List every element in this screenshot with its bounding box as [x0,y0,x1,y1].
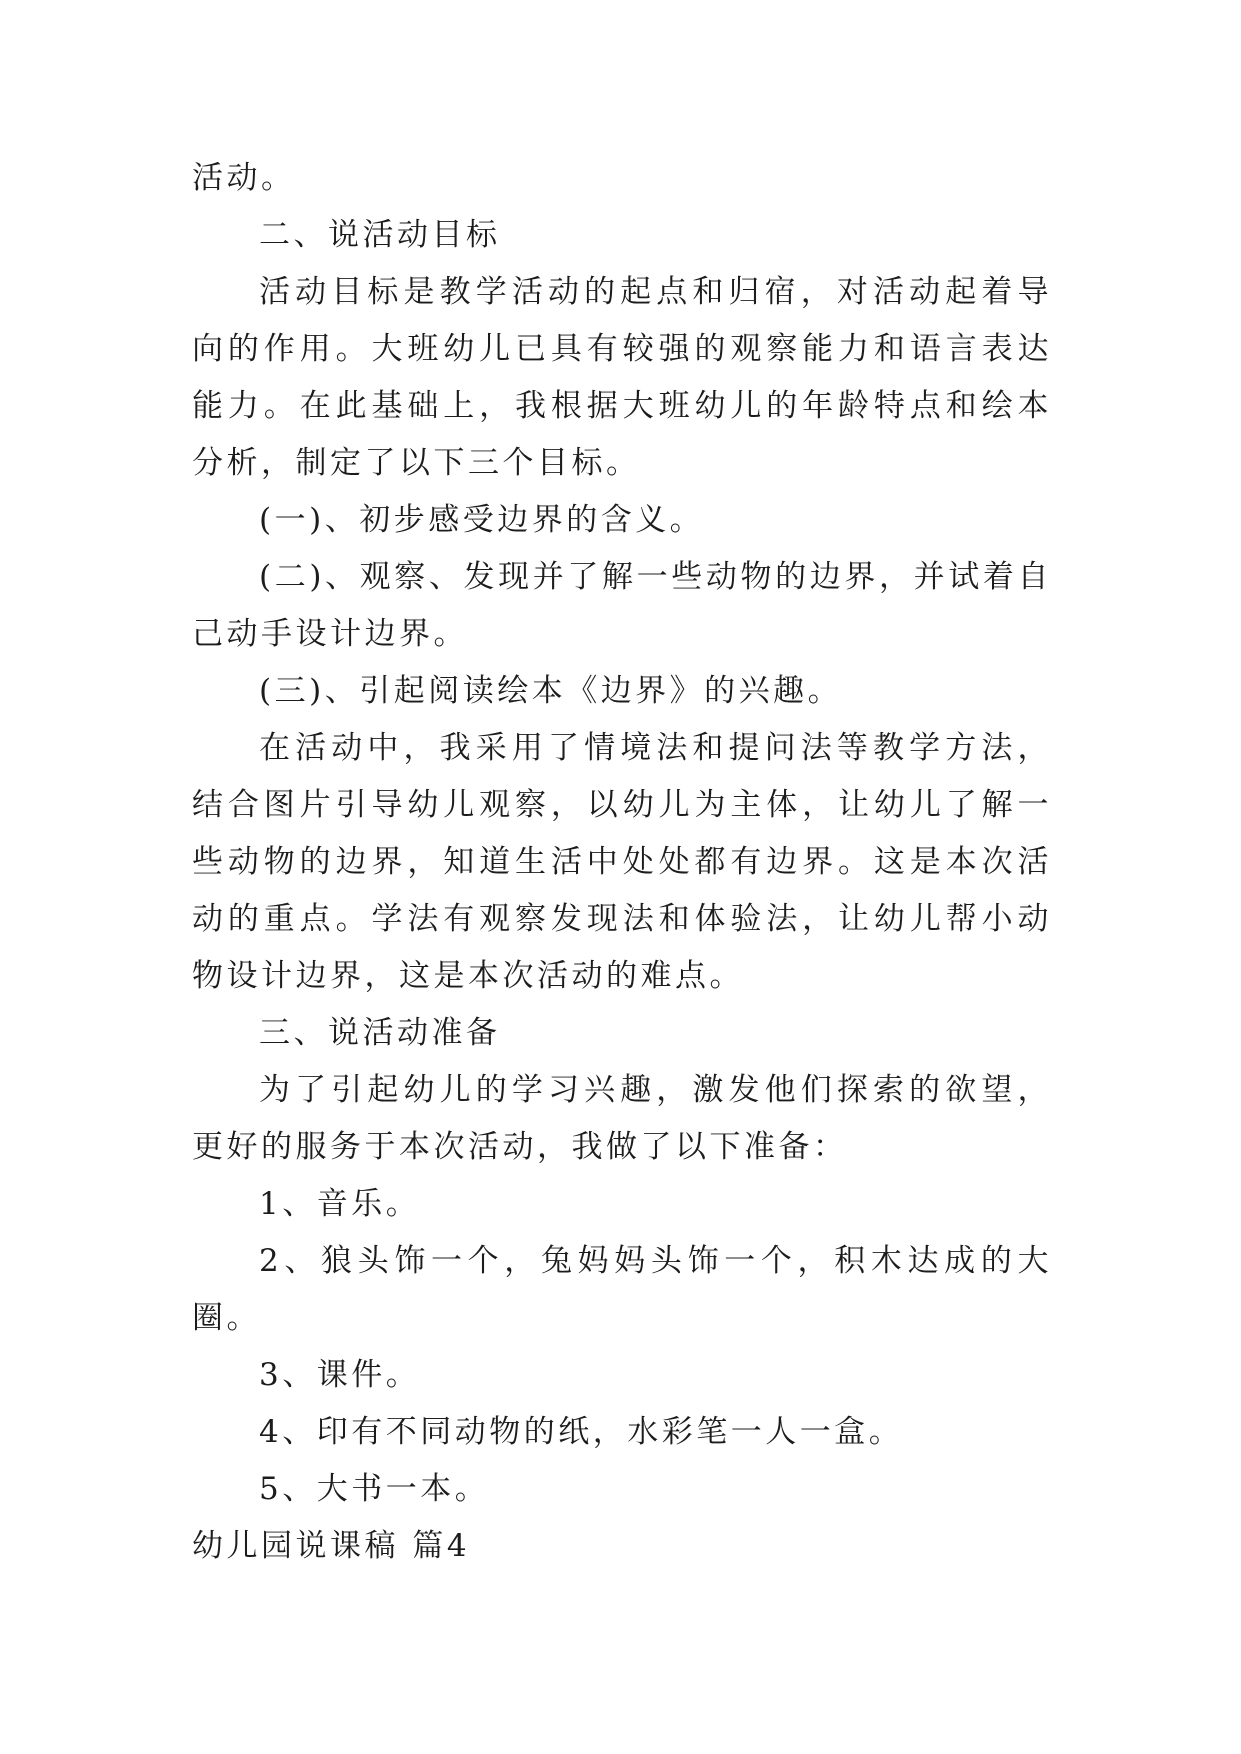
document-body [192,150,1052,1575]
preparation-item-2: 2、狼头饰一个，兔妈妈头饰一个，积木达成的大圈。 [192,1243,1052,1336]
preparation-item-3: 3、课件。 [259,1357,421,1393]
paragraph-methods: 在活动中，我采用了情境法和提问法等教学方法，结合图片引导幼儿观察，以幼儿为主体，让幼儿了解一些动物的边界，知道生活中处处都有边界。这是本次活动的重点。学法有观察发现法和体验法，让幼儿帮小动物设计边界，这是本次活动的难点。 [192,730,1052,994]
preparation-item-1: 1、音乐。 [259,1186,421,1222]
preparation-item-5: 5、大书一本。 [259,1471,490,1507]
paragraph-continuation: 活动。 [192,160,296,196]
paragraph-goals-intro: 活动目标是教学活动的起点和归宿，对活动起着导向的作用。大班幼儿已具有较强的观察能力和语言表达能力。在此基础上，我根据大班幼儿的年龄特点和绘本分析，制定了以下三个目标。 [192,274,1052,481]
paragraph-preparation-intro: 为了引起幼儿的学习兴趣，激发他们探索的欲望，更好的服务于本次活动，我做了以下准备： [192,1072,1052,1165]
section-heading-goals: 二、说活动目标 [259,217,501,253]
article-title-part-4: 幼儿园说课稿 篇4 [192,1528,471,1564]
goal-item-3: (三)、引起阅读绘本《边界》的兴趣。 [259,673,843,709]
goal-item-1: (一)、初步感受边界的含义。 [259,502,705,538]
preparation-item-4: 4、印有不同动物的纸，水彩笔一人一盒。 [259,1414,904,1450]
goal-item-2: (二)、观察、发现并了解一些动物的边界，并试着自己动手设计边界。 [192,559,1052,652]
section-heading-preparation: 三、说活动准备 [259,1015,501,1051]
